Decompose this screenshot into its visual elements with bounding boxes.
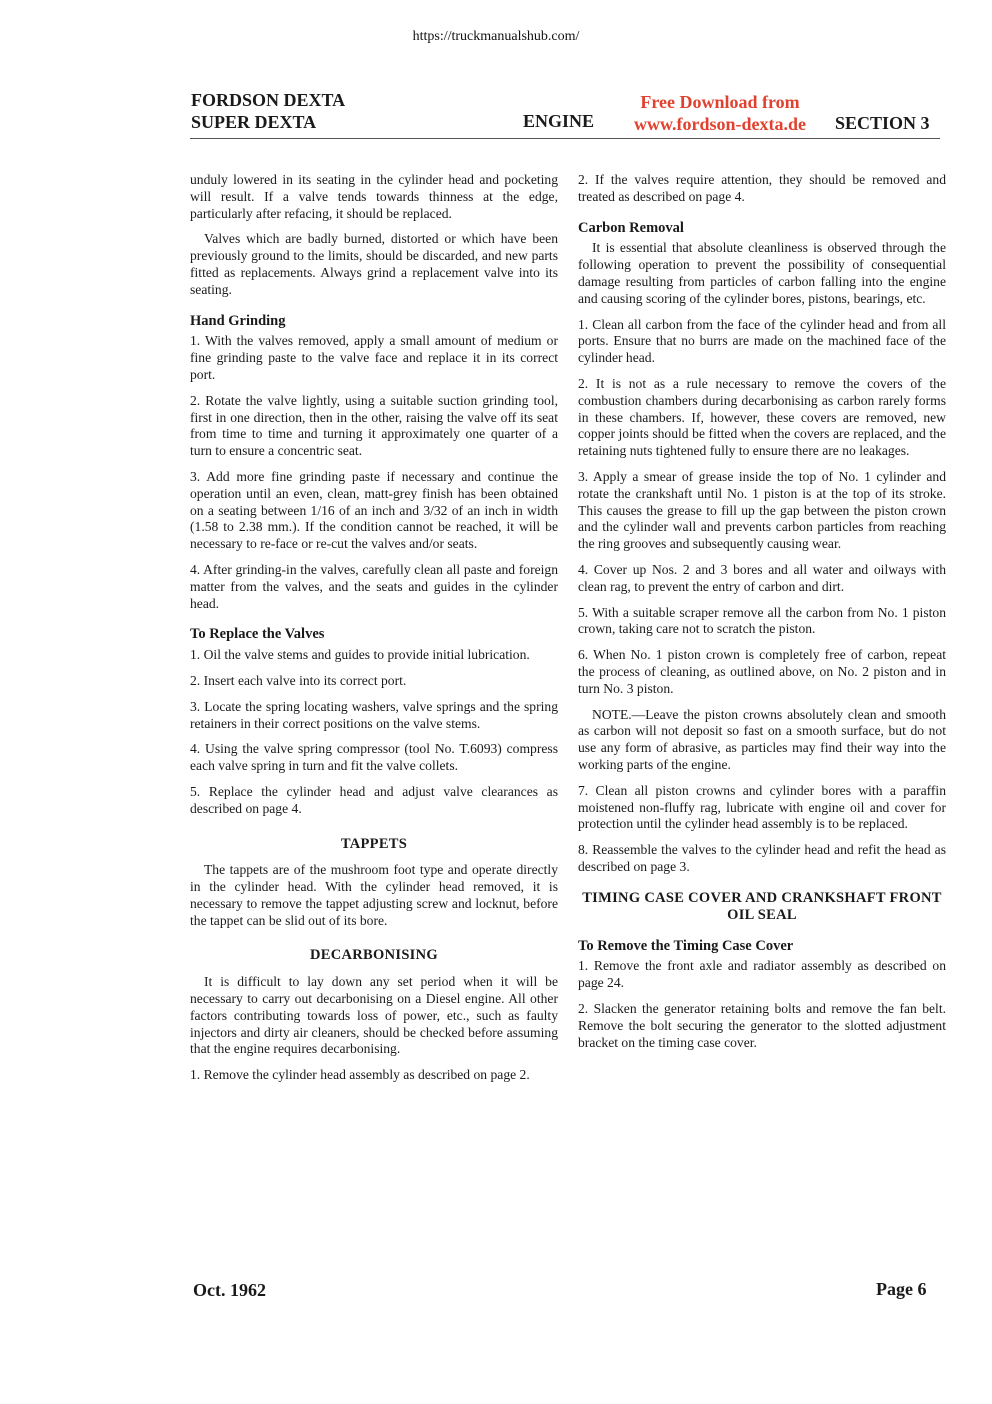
list-item: 2. It is not as a rule necessary to remove the covers of the combustion chambers during decarbonising as carbon rarely forms in these chambers. If, however, these covers are removed, new copper joints should be fitted when the covers are replaced, and the retaining nuts tightened fully to ensure there are no leakages. [578,375,946,459]
list-item: 5. Replace the cylinder head and adjust valve clearances as described on page 4. [190,783,558,816]
heading-tappets: TAPPETS [340,835,408,852]
list-item: 2. Rotate the valve lightly, using a suitable suction grinding tool, first in one direction, then in the other, raising the valve off its seat from time to time and turning it approximately one quarter of a turn to ensure a concentric seat. [190,392,558,459]
list-item: 1. With the valves removed, apply a small amount of medium or fine grinding paste to the valve face and replace it in its correct port. [190,333,558,382]
paragraph: The tappets are of the mushroom foot type and operate directly in the cylinder head. With the cylinder head removed, it is necessary to remove the tappet adjusting screw and locknut, before the tappet can be slid out of its bore. [190,862,558,928]
paragraph: It is difficult to lay down any set period when it will be necessary to carry out decarbonising on a Diesel engine. All other factors contributing towards loss of power, etc., such as faulty injectors and dirty air cleaners, should be checked before assuming that the engine requires decarbonising. [190,974,558,1057]
source-url[interactable]: https://truckmanualshub.com/ [412,29,580,44]
model-line-2: SUPER DEXTA [191,112,317,132]
list-item: 1. Remove the front axle and radiator assembly as described on page 24. [578,958,946,991]
footer-date: Oct. 1962 [193,1280,266,1300]
paragraph: It is essential that absolute cleanliness is observed through the following operation to prevent the possibility of consequential damage resulting from particles of carbon falling into the engine and causing scoring of the cylinder bores, pistons, bearings, etc. [578,240,946,306]
paragraph: Valves which are badly burned, distorted or which have been previously ground to the limits, should be discarded, and new parts fitted as replacements. Always grind a replacement valve into its seating. [190,231,558,297]
list-item: 4. After grinding-in the valves, carefully clean all paste and foreign matter from the valves, and the seats and guides in the cylinder head. [190,561,558,611]
list-item: 3. Add more fine grinding paste if necessary and continue the operation until an even, clean, matt-grey finish has been obtained on a seating between 1/16 of an inch and 3/32 of an inch in width (1.58 to 2.38 mm.). If the condition cannot be reached, it will be necessary to re-face or re-cut the valves and/or seats. [190,468,558,552]
paragraph: unduly lowered in its seating in the cylinder head and pocketing will result. If a valve tends towards thinness at the edge, particularly after refacing, it should be replaced. [190,172,558,221]
heading-timing-case: TIMING CASE COVER AND CRANKSHAFT FRONT OIL SEAL [582,889,942,923]
list-item: 7. Clean all piston crowns and cylinder bores with a paraffin moistened non-fluffy rag, lubricate with engine oil and cover for protection until the cylinder head assembly is to be replaced. [578,782,946,832]
right-column [578,172,946,1060]
note-paragraph: NOTE.—Leave the piston crowns absolutely clean and smooth as carbon will not deposit so fast on a smooth surface, but do not use any form of abrasive, as particles may find their way into the working parts of the engine. [578,706,946,772]
heading-hand-grinding: Hand Grinding [190,312,286,329]
heading-remove-timing-cover: To Remove the Timing Case Cover [578,937,794,954]
free-download-link[interactable] [625,91,815,135]
list-item: 8. Reassemble the valves to the cylinder head and refit the head as described on page 3. [578,842,946,874]
model-title [191,89,345,133]
list-item: 2. If the valves require attention, they should be removed and treated as described on page 4. [578,172,946,204]
list-item: 3. Locate the spring locating washers, valve springs and the spring retainers in their correct positions on the valve stems. [190,698,558,731]
free-download-line-2[interactable]: www.fordson-dexta.de [633,114,806,134]
list-item: 5. With a suitable scraper remove all the carbon from No. 1 piston crown, taking care not to scratch the piston. [578,604,946,637]
model-line-1: FORDSON DEXTA [191,90,346,110]
list-item: 3. Apply a smear of grease inside the top of No. 1 cylinder and rotate the crankshaft until No. 1 piston is at the top of its stroke. This causes the grease to fill up the gap between the piston crown and the cylinder wall and prevents carbon particles from reaching the ring grooves and subsequently causing wear. [578,468,946,552]
list-item: 2. Insert each valve into its correct port. [190,672,407,688]
footer-page-number: Page 6 [876,1279,927,1299]
chapter-title: ENGINE [523,111,595,131]
list-item: 1. Remove the cylinder head assembly as described on page 2. [190,1067,530,1083]
list-item: 4. Using the valve spring compressor (tool No. T.6093) compress each valve spring in turn and fit the valve collets. [190,741,558,774]
free-download-line-1: Free Download from [640,92,800,112]
list-item: 1. Oil the valve stems and guides to provide initial lubrication. [190,647,530,663]
list-item: 2. Slacken the generator retaining bolts and remove the fan belt. Remove the bolt securing the generator to the slotted adjustment bracket on the timing case cover. [578,1001,946,1050]
heading-replace-valves: To Replace the Valves [190,626,325,643]
list-item: 1. Clean all carbon from the face of the cylinder head and from all ports. Ensure that no burrs are made on the machined face of the cylinder head. [578,316,946,366]
heading-carbon-removal: Carbon Removal [578,219,684,236]
heading-decarbonising: DECARBONISING [310,947,438,964]
list-item: 4. Cover up Nos. 2 and 3 bores and all water and oilways with clean rag, to prevent the entry of carbon and dirt. [578,561,946,594]
header-rule [190,138,940,139]
section-label: SECTION 3 [835,113,930,133]
left-column [190,172,558,1093]
list-item: 6. When No. 1 piston crown is completely free of carbon, repeat the process of cleaning, as outlined above, on No. 2 piston and in turn No. 3 piston. [578,647,946,696]
